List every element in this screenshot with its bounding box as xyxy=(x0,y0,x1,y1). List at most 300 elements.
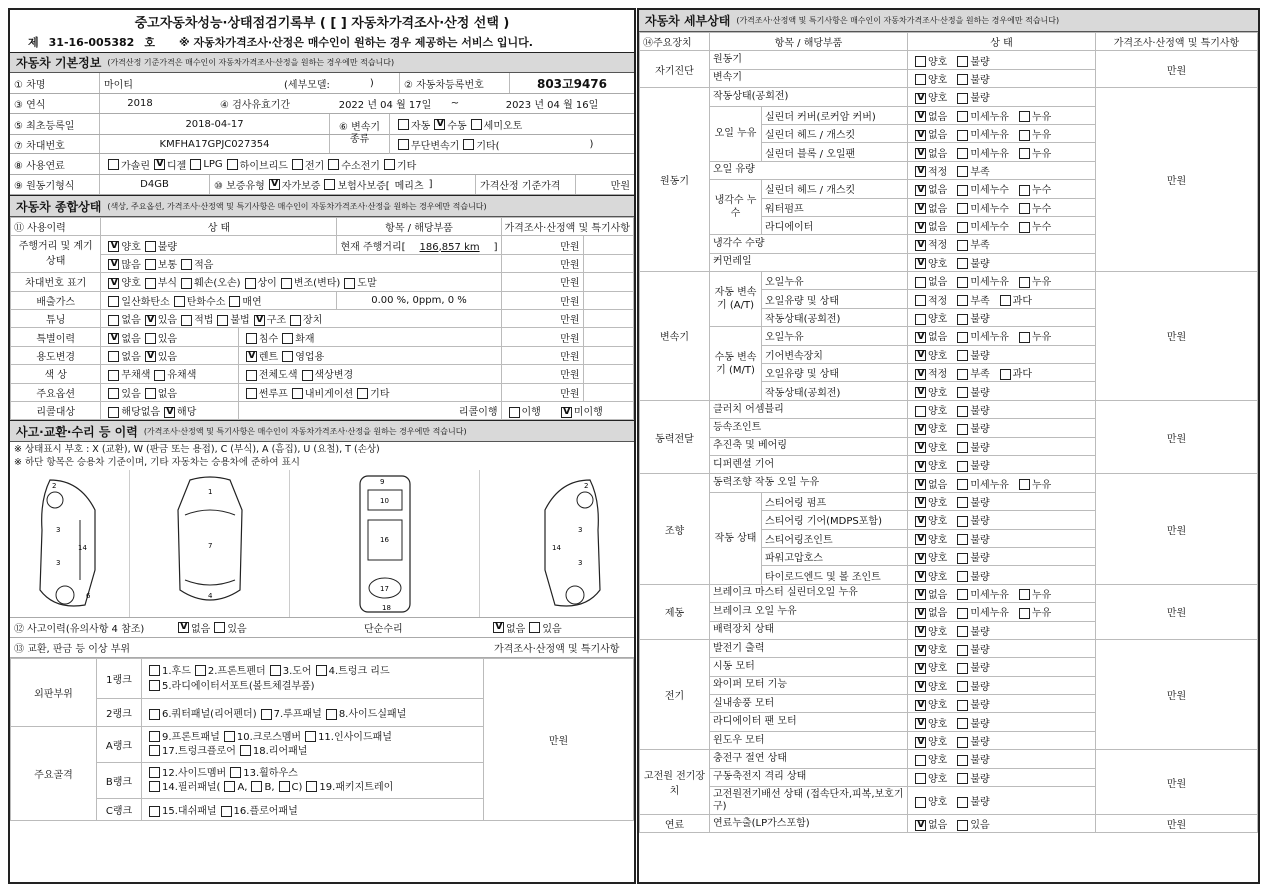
fuel-lpg-checkbox[interactable] xyxy=(190,159,201,170)
year-label: ③ 연식 xyxy=(10,94,100,113)
status-checkbox[interactable] xyxy=(957,608,968,619)
status-label: 누유 xyxy=(1031,148,1052,160)
status-checkbox[interactable] xyxy=(1019,111,1030,122)
part-1-checkbox[interactable] xyxy=(149,665,160,676)
status-checkbox[interactable] xyxy=(957,479,968,490)
pillar-a-checkbox[interactable] xyxy=(224,781,235,792)
status-checkbox[interactable] xyxy=(957,755,968,766)
status-label: 불량 xyxy=(970,553,990,565)
tuning-structure-checkbox[interactable] xyxy=(254,315,265,326)
flood-checkbox[interactable] xyxy=(246,333,257,344)
status-checkbox[interactable] xyxy=(1019,148,1030,159)
status-label: 없음 xyxy=(928,185,948,197)
recall-yes-checkbox[interactable] xyxy=(164,407,175,418)
status-checkbox[interactable] xyxy=(915,737,926,748)
status-label: 미세누유 xyxy=(970,332,1009,344)
detail-item: 실린더 헤드 / 개스킷 xyxy=(762,124,908,142)
parts-price-header: 가격조사·산정액 및 특기사항 xyxy=(494,644,620,656)
svg-text:18: 18 xyxy=(382,604,391,613)
detail-item: 오일유량 및 상태 xyxy=(762,290,908,308)
detail-status xyxy=(908,143,1096,161)
chrom-checkbox[interactable] xyxy=(154,370,165,381)
detail-sub-label: 냉각수 누수 xyxy=(710,180,762,235)
status-checkbox[interactable] xyxy=(915,369,926,380)
part-7-checkbox[interactable] xyxy=(261,709,272,720)
trans-etc-checkbox[interactable] xyxy=(463,139,474,150)
status-checkbox[interactable] xyxy=(915,755,926,766)
status-label: 미세누수 xyxy=(970,222,1009,234)
mileage-few-checkbox[interactable] xyxy=(181,259,192,270)
svg-text:7: 7 xyxy=(208,542,213,551)
usage-exist-checkbox[interactable] xyxy=(145,351,156,362)
part-18-checkbox[interactable] xyxy=(240,745,251,756)
detail-row xyxy=(640,88,1258,106)
pillar-b-checkbox[interactable] xyxy=(251,781,262,792)
detail-status xyxy=(908,106,1096,124)
status-label: 누유 xyxy=(1031,589,1052,601)
status-checkbox[interactable] xyxy=(957,497,968,508)
detail-row xyxy=(640,750,1258,768)
detail-item: 라디에이터 xyxy=(762,216,908,234)
status-checkbox[interactable] xyxy=(915,645,926,656)
status-checkbox[interactable] xyxy=(1019,589,1030,600)
base-price-label: 가격산정 기준가격 xyxy=(476,175,576,194)
part-3-checkbox[interactable] xyxy=(270,665,281,676)
part-6-checkbox[interactable] xyxy=(149,709,160,720)
status-checkbox[interactable] xyxy=(915,203,926,214)
status-label: 없음 xyxy=(928,608,948,620)
mileage-many-checkbox[interactable] xyxy=(108,259,119,270)
detail-price: 만원 xyxy=(1096,750,1258,815)
status-checkbox[interactable] xyxy=(915,350,926,361)
status-label: 적정 xyxy=(928,295,948,307)
detail-group-label: 자기진단 xyxy=(640,51,710,88)
status-label: 양호 xyxy=(928,755,948,767)
status-label: 불량 xyxy=(970,442,990,454)
status-checkbox[interactable] xyxy=(915,442,926,453)
status-checkbox[interactable] xyxy=(915,797,926,808)
won-text: 만원 xyxy=(501,236,583,254)
detail-item: 실린더 헤드 / 개스킷 xyxy=(762,180,908,198)
name-label: ① 차명 xyxy=(10,73,100,93)
status-checkbox[interactable] xyxy=(915,589,926,600)
detail-item: 연료누출(LP가스포함) xyxy=(710,815,908,833)
status-checkbox[interactable] xyxy=(915,387,926,398)
tuning-none-checkbox[interactable] xyxy=(108,315,119,326)
status-checkbox[interactable] xyxy=(957,203,968,214)
detail-status xyxy=(908,382,1096,400)
status-checkbox[interactable] xyxy=(915,608,926,619)
status-checkbox[interactable] xyxy=(1019,185,1030,196)
status-checkbox[interactable] xyxy=(957,461,968,472)
status-checkbox[interactable] xyxy=(915,681,926,692)
trans-cvt-checkbox[interactable] xyxy=(398,139,409,150)
svg-text:3: 3 xyxy=(578,526,583,535)
part-15-checkbox[interactable] xyxy=(149,806,160,817)
tuning-exist-checkbox[interactable] xyxy=(145,315,156,326)
pillar-c-checkbox[interactable] xyxy=(279,781,290,792)
svg-text:10: 10 xyxy=(380,497,389,506)
fuel-electric-checkbox[interactable] xyxy=(292,159,303,170)
status-checkbox[interactable] xyxy=(957,718,968,729)
detail-row xyxy=(640,51,1258,69)
detail-status xyxy=(908,455,1096,473)
accident-none-checkbox[interactable] xyxy=(178,622,189,633)
status-checkbox[interactable] xyxy=(915,534,926,545)
status-checkbox[interactable] xyxy=(957,56,968,67)
status-checkbox[interactable] xyxy=(957,626,968,637)
detail-item: 와이퍼 모터 기능 xyxy=(710,676,908,694)
vin-diff-checkbox[interactable] xyxy=(245,278,256,289)
status-checkbox[interactable] xyxy=(1019,479,1030,490)
detail-h3: 상 태 xyxy=(908,33,1096,51)
status-checkbox[interactable] xyxy=(915,314,926,325)
status-checkbox[interactable] xyxy=(957,240,968,251)
detail-title: 자동차 세부상태 xyxy=(645,14,731,28)
accident-exist-checkbox[interactable] xyxy=(214,622,225,633)
fuel-label: ⑧ 사용연료 xyxy=(10,154,100,174)
recall-na-checkbox[interactable] xyxy=(108,407,119,418)
full-paint-checkbox[interactable] xyxy=(246,370,257,381)
detail-status xyxy=(908,695,1096,713)
trans-manual-checkbox[interactable] xyxy=(434,119,445,130)
accident-note: (가격조사·산정액 및 특기사항은 매수인이 자동차가격조사·산정을 원하는 경우에만 적습니다) xyxy=(143,426,467,436)
part-17-checkbox[interactable] xyxy=(149,745,160,756)
status-label: 양호 xyxy=(928,718,948,730)
svg-text:6: 6 xyxy=(86,592,91,601)
opt-etc-checkbox[interactable] xyxy=(357,388,368,399)
status-checkbox[interactable] xyxy=(915,461,926,472)
detail-group-label: 제동 xyxy=(640,584,710,639)
parts-won: 만원 xyxy=(484,659,634,821)
status-checkbox[interactable] xyxy=(957,571,968,582)
vin-corrosion-checkbox[interactable] xyxy=(145,278,156,289)
status-checkbox[interactable] xyxy=(1019,203,1030,214)
status-label: 양호 xyxy=(928,553,948,565)
status-checkbox[interactable] xyxy=(915,258,926,269)
status-checkbox[interactable] xyxy=(915,424,926,435)
fuel-diesel-checkbox[interactable] xyxy=(154,159,165,170)
svg-text:9: 9 xyxy=(380,478,385,487)
won-text: 만원 xyxy=(501,346,583,364)
status-checkbox[interactable] xyxy=(957,773,968,784)
status-checkbox[interactable] xyxy=(957,534,968,545)
emission-co-checkbox[interactable] xyxy=(108,296,119,307)
svg-text:16: 16 xyxy=(380,536,389,545)
status-checkbox[interactable] xyxy=(915,277,926,288)
status-checkbox[interactable] xyxy=(957,295,968,306)
part-13-checkbox[interactable] xyxy=(230,767,241,778)
detail-status xyxy=(908,161,1096,179)
mileage-good-checkbox[interactable] xyxy=(108,241,119,252)
status-label: 불량 xyxy=(970,773,990,785)
status-checkbox[interactable] xyxy=(957,277,968,288)
status-checkbox[interactable] xyxy=(915,74,926,85)
status-checkbox[interactable] xyxy=(957,350,968,361)
status-checkbox[interactable] xyxy=(957,424,968,435)
reg-label: ② 자동차등록번호 xyxy=(400,73,510,93)
detail-status xyxy=(908,327,1096,345)
status-label: 불량 xyxy=(970,797,990,809)
status-checkbox[interactable] xyxy=(1019,608,1030,619)
svg-text:14: 14 xyxy=(78,544,87,553)
status-checkbox[interactable] xyxy=(957,369,968,380)
status-checkbox[interactable] xyxy=(957,130,968,141)
status-label: 미세누수 xyxy=(970,203,1009,215)
status-checkbox[interactable] xyxy=(915,626,926,637)
emission-smoke-checkbox[interactable] xyxy=(229,296,240,307)
accident-hist-label: ⑫ 사고이력(유의사항 4 참조) xyxy=(14,624,145,636)
status-checkbox[interactable] xyxy=(957,387,968,398)
status-checkbox[interactable] xyxy=(957,553,968,564)
emission-values: 0.00 %, 0ppm, 0 % xyxy=(337,291,501,309)
status-checkbox[interactable] xyxy=(915,93,926,104)
status-label: 불량 xyxy=(970,258,990,270)
vin-good-checkbox[interactable] xyxy=(108,278,119,289)
status-label: 불량 xyxy=(970,571,990,583)
detail-status xyxy=(908,419,1096,437)
detail-item: 시동 모터 xyxy=(710,658,908,676)
status-label: 미세누유 xyxy=(970,130,1009,142)
status-label: 누유 xyxy=(1031,608,1052,620)
status-checkbox[interactable] xyxy=(915,240,926,251)
svg-text:4: 4 xyxy=(208,592,213,601)
part-5-checkbox[interactable] xyxy=(149,680,160,691)
recall-notdone-checkbox[interactable] xyxy=(561,407,572,418)
detail-item: 발전기 출력 xyxy=(710,639,908,657)
vin-altered-checkbox[interactable] xyxy=(281,278,292,289)
status-label: 없음 xyxy=(928,130,948,142)
fuel-gasoline-checkbox[interactable] xyxy=(108,159,119,170)
special-exist-checkbox[interactable] xyxy=(145,333,156,344)
special-none-checkbox[interactable] xyxy=(108,333,119,344)
usage-none-checkbox[interactable] xyxy=(108,351,119,362)
detail-item: 충전구 절연 상태 xyxy=(710,750,908,768)
status-checkbox[interactable] xyxy=(957,737,968,748)
part-10-checkbox[interactable] xyxy=(224,731,235,742)
detail-price: 만원 xyxy=(1096,639,1258,749)
detail-status xyxy=(908,253,1096,271)
legend xyxy=(10,442,634,470)
detail-item: 등속조인트 xyxy=(710,419,908,437)
detail-item: 브레이크 오일 누유 xyxy=(710,603,908,621)
status-checkbox[interactable] xyxy=(957,589,968,600)
warranty-ins-checkbox[interactable] xyxy=(324,179,335,190)
simple-none-checkbox[interactable] xyxy=(493,622,504,633)
status-label: 양호 xyxy=(928,773,948,785)
simple-exist-checkbox[interactable] xyxy=(529,622,540,633)
status-checkbox[interactable] xyxy=(957,406,968,417)
status-checkbox[interactable] xyxy=(915,700,926,711)
status-checkbox[interactable] xyxy=(915,166,926,177)
tuning-illegal-checkbox[interactable] xyxy=(217,315,228,326)
basic-info-note: (가격산정 기준가격은 매수인이 자동차가격조사·산정을 원하는 경우에만 적습니다) xyxy=(107,58,395,67)
status-checkbox[interactable] xyxy=(957,516,968,527)
legend-line-2: ※ 하단 항목은 승용차 기준이며, 기타 자동차는 승용차에 준하여 표시 xyxy=(14,457,300,469)
status-label: 양호 xyxy=(928,461,948,473)
warranty-self-checkbox[interactable] xyxy=(269,179,280,190)
status-checkbox[interactable] xyxy=(915,130,926,141)
vin-damage-checkbox[interactable] xyxy=(181,278,192,289)
status-checkbox[interactable] xyxy=(957,645,968,656)
status-checkbox[interactable] xyxy=(957,442,968,453)
color-change-checkbox[interactable] xyxy=(302,370,313,381)
detail-group-label: 연료 xyxy=(640,815,710,833)
detail-status xyxy=(908,787,1096,815)
detail-row xyxy=(640,584,1258,602)
status-checkbox[interactable] xyxy=(1019,222,1030,233)
vin-smeared-checkbox[interactable] xyxy=(344,278,355,289)
trans-auto-checkbox[interactable] xyxy=(398,119,409,130)
status-checkbox[interactable] xyxy=(915,295,926,306)
first-value: 2018-04-17 xyxy=(100,114,330,134)
status-checkbox[interactable] xyxy=(915,497,926,508)
main-frame-label: 주요골격 xyxy=(11,727,97,821)
won-text: 만원 xyxy=(501,273,583,291)
sunroof-checkbox[interactable] xyxy=(246,388,257,399)
status-label: 양호 xyxy=(928,350,948,362)
status-checkbox[interactable] xyxy=(957,314,968,325)
svg-text:3: 3 xyxy=(56,559,61,568)
option-none-checkbox[interactable] xyxy=(145,388,156,399)
part-2-checkbox[interactable] xyxy=(195,665,206,676)
status-checkbox[interactable] xyxy=(1019,277,1030,288)
status-checkbox[interactable] xyxy=(915,663,926,674)
rankC-label: C랭크 xyxy=(97,799,142,821)
achrom-checkbox[interactable] xyxy=(108,370,119,381)
status-checkbox[interactable] xyxy=(915,222,926,233)
status-checkbox[interactable] xyxy=(915,516,926,527)
tuning-device-checkbox[interactable] xyxy=(290,315,301,326)
service-notice: ※ 자동차가격조사·산정은 매수인이 원하는 경우 제공하는 서비스 입니다. xyxy=(178,36,533,49)
status-checkbox[interactable] xyxy=(915,148,926,159)
tuning-legal-checkbox[interactable] xyxy=(181,315,192,326)
part-9-checkbox[interactable] xyxy=(149,731,160,742)
detail-status xyxy=(908,768,1096,786)
status-checkbox[interactable] xyxy=(915,332,926,343)
part-8-checkbox[interactable] xyxy=(326,709,337,720)
detail-status xyxy=(908,474,1096,492)
detail-price: 만원 xyxy=(1096,88,1258,272)
status-checkbox[interactable] xyxy=(915,479,926,490)
status-checkbox[interactable] xyxy=(1000,369,1011,380)
status-checkbox[interactable] xyxy=(957,148,968,159)
status-checkbox[interactable] xyxy=(957,332,968,343)
car-side-right-diagram xyxy=(480,470,634,617)
status-checkbox[interactable] xyxy=(957,820,968,831)
status-checkbox[interactable] xyxy=(957,185,968,196)
detail-item: 윈도우 모터 xyxy=(710,731,908,749)
status-label: 미세누유 xyxy=(970,148,1009,160)
status-checkbox[interactable] xyxy=(957,258,968,269)
warranty-options: ⑩ 보증유형 V 자가보증 보험사보증[ 메리츠 ] xyxy=(210,175,476,194)
status-checkbox[interactable] xyxy=(915,553,926,564)
detail-sub-label: 오일 누유 xyxy=(710,106,762,161)
status-checkbox[interactable] xyxy=(1019,332,1030,343)
navi-checkbox[interactable] xyxy=(292,388,303,399)
insp-tilde: ~ xyxy=(450,98,460,109)
status-label: 불량 xyxy=(970,387,990,399)
part-19-checkbox[interactable] xyxy=(306,781,317,792)
status-checkbox[interactable] xyxy=(957,663,968,674)
mileage-normal-checkbox[interactable] xyxy=(145,259,156,270)
status-checkbox[interactable] xyxy=(915,773,926,784)
status-label: 누유 xyxy=(1031,332,1052,344)
fire-checkbox[interactable] xyxy=(282,333,293,344)
status-checkbox[interactable] xyxy=(957,222,968,233)
detail-status xyxy=(908,750,1096,768)
status-checkbox[interactable] xyxy=(915,185,926,196)
overall-row: 차대번호 표기 V 양호 부식 훼손(오손) 상이 변조(변타) 도말 만원 xyxy=(11,273,634,291)
option-label: 주요옵션 xyxy=(11,383,101,401)
status-checkbox[interactable] xyxy=(957,797,968,808)
won-text: 만원 xyxy=(501,328,583,346)
detail-item: 스티어링조인트 xyxy=(762,529,908,547)
part-11-checkbox[interactable] xyxy=(305,731,316,742)
status-checkbox[interactable] xyxy=(957,111,968,122)
detail-group-label: 동력전달 xyxy=(640,400,710,474)
status-checkbox[interactable] xyxy=(957,700,968,711)
status-checkbox[interactable] xyxy=(915,56,926,67)
detail-h2: 항목 / 해당부품 xyxy=(710,33,908,51)
status-checkbox[interactable] xyxy=(957,681,968,692)
status-checkbox[interactable] xyxy=(915,406,926,417)
detail-status xyxy=(908,124,1096,142)
detail-sub-label: 수동 변속기 (M/T) xyxy=(710,327,762,401)
option-exist-checkbox[interactable] xyxy=(108,388,119,399)
mileage-bad-checkbox[interactable] xyxy=(145,241,156,252)
status-checkbox[interactable] xyxy=(915,820,926,831)
detail-status xyxy=(908,290,1096,308)
part-4-checkbox[interactable] xyxy=(316,665,327,676)
detail-item: 워터펌프 xyxy=(762,198,908,216)
status-checkbox[interactable] xyxy=(957,166,968,177)
status-label: 불량 xyxy=(970,755,990,767)
rent-checkbox[interactable] xyxy=(246,351,257,362)
detail-group-label: 고전원 전기장치 xyxy=(640,750,710,815)
status-label: 누수 xyxy=(1031,203,1052,215)
status-checkbox[interactable] xyxy=(915,718,926,729)
part-14-checkbox[interactable] xyxy=(149,781,160,792)
detail-price: 만원 xyxy=(1096,272,1258,401)
detail-item: 오일누유 xyxy=(762,327,908,345)
part-16-checkbox[interactable] xyxy=(221,806,232,817)
part-12-checkbox[interactable] xyxy=(149,767,160,778)
detail-table xyxy=(639,32,1258,833)
status-checkbox[interactable] xyxy=(957,74,968,85)
trans-semi-checkbox[interactable] xyxy=(471,119,482,130)
fuel-hydrogen-checkbox[interactable] xyxy=(328,159,339,170)
status-checkbox[interactable] xyxy=(1000,295,1011,306)
row-year xyxy=(10,94,634,114)
status-checkbox[interactable] xyxy=(915,571,926,582)
overall-row: 특별이력 V 없음 있음 침수 화재 만원 xyxy=(11,328,634,346)
status-checkbox[interactable] xyxy=(1019,130,1030,141)
fuel-hybrid-checkbox[interactable] xyxy=(227,159,238,170)
detail-item: 기어변속장치 xyxy=(762,345,908,363)
status-label: 양호 xyxy=(928,442,948,454)
status-checkbox[interactable] xyxy=(915,111,926,122)
recall-done-checkbox[interactable] xyxy=(509,407,520,418)
status-checkbox[interactable] xyxy=(957,93,968,104)
detail-item: 작동상태(공회전) xyxy=(710,88,908,106)
reg-number: 803고9476 xyxy=(536,76,608,91)
fuel-etc-checkbox[interactable] xyxy=(384,159,395,170)
detail-item: 브레이크 마스터 실린더오일 누유 xyxy=(710,584,908,602)
emission-hc-checkbox[interactable] xyxy=(174,296,185,307)
overall-h3: 항목 / 해당부품 xyxy=(337,218,501,236)
business-checkbox[interactable] xyxy=(282,351,293,362)
